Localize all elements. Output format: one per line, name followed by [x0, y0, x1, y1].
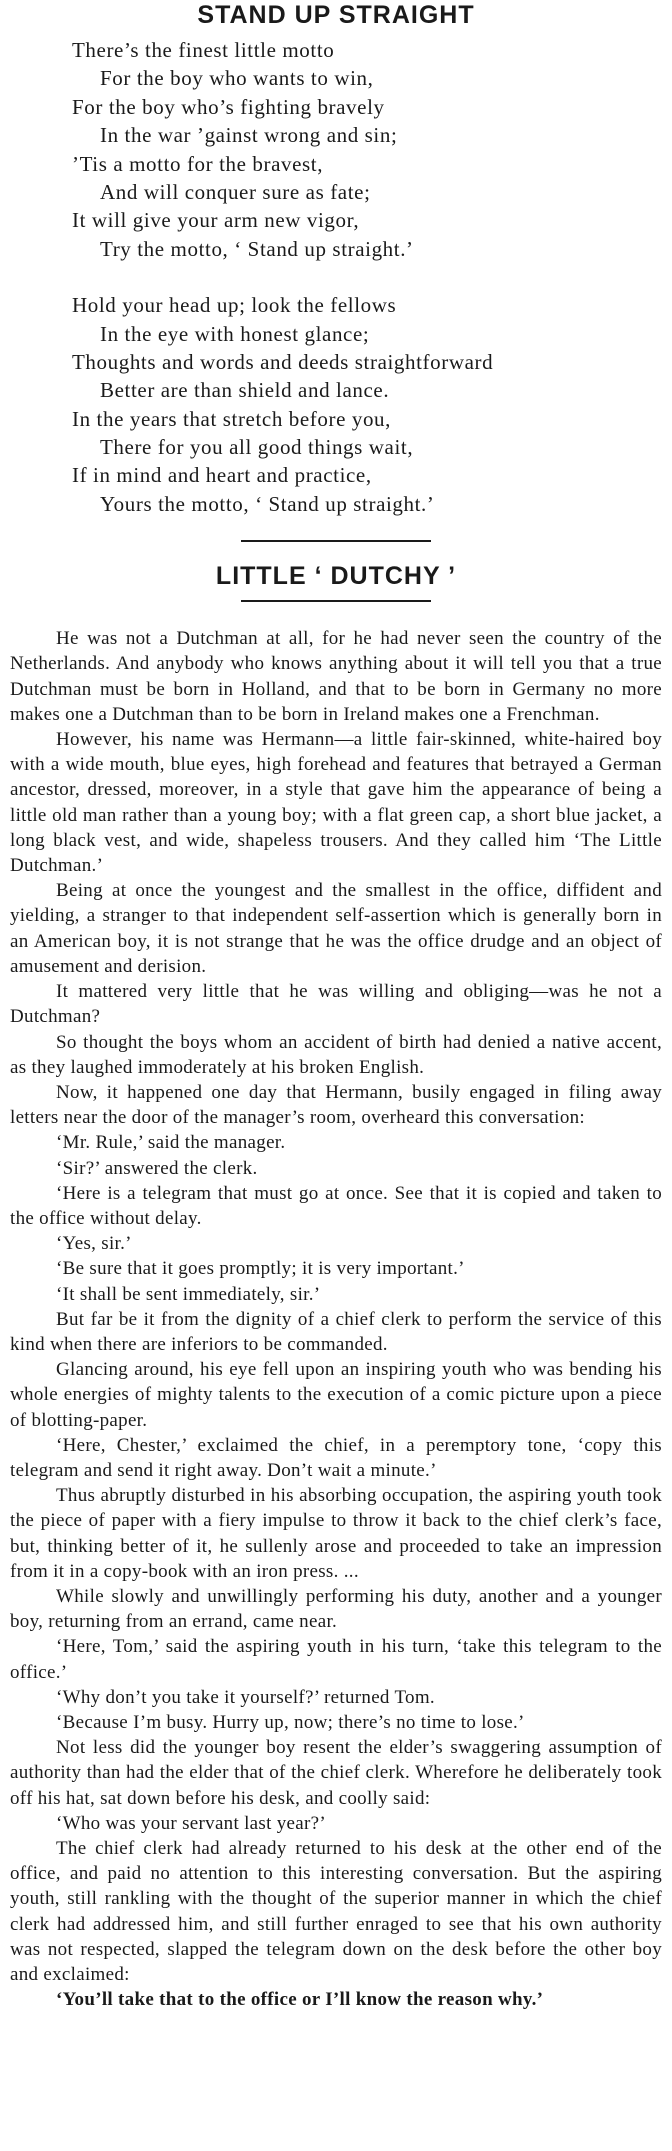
poem-line: Try the motto, ‘ Stand up straight.’	[100, 236, 414, 261]
story-paragraph: It mattered very little that he was willing and obliging—was he not a Dutchman?	[10, 981, 662, 1028]
story-paragraph: Thus abruptly disturbed in his absorbing occupation, the aspiring youth took the piece of paper with a fiery impulse to throw it back to the chief clerk’s face, but, thinking better of it, he sullenly arose and proceeded to take an impression from it in a copy-book with an iron press. ...	[10, 1485, 662, 1582]
poem-line: Thoughts and words and deeds straightforward	[72, 349, 494, 374]
poem-line: There for you all good things wait,	[100, 435, 414, 460]
story-paragraph: ‘Here, Tom,’ said the aspiring youth in his turn, ‘take this telegram to the office.’	[10, 1636, 662, 1683]
story-paragraph: ‘Because I’m busy. Hurry up, now; there’s no time to lose.’	[56, 1711, 525, 1733]
story-paragraph: However, his name was Hermann—a little fair-skinned, white-haired boy with a wide mouth, blue eyes, high forehead and features that betrayed a German ancestor, dressed, moreover, in a style that gave him the appearance of being a little old man rather than a young boy; with a flat green cap, a short blue jacket, a long black vest, and wide, shapeless trousers. And they called him ‘The Little Dutchman.’	[10, 729, 662, 877]
poem-line: If in mind and heart and practice,	[72, 463, 372, 488]
story-paragraph: Glancing around, his eye fell upon an inspiring youth who was bending his whole energies of mighty talents to the execution of a comic picture upon a piece of blotting-paper.	[10, 1359, 662, 1431]
story-paragraph: Now, it happened one day that Hermann, busily engaged in filing away letters near the door of the manager’s room, overheard this conversation:	[10, 1081, 662, 1129]
poem-line: Yours the motto, ‘ Stand up straight.’	[100, 491, 435, 516]
story-paragraph: So thought the boys whom an accident of birth had denied a native accent, as they laughed immoderately at his broken English.	[10, 1031, 662, 1078]
poem-line: Better are than shield and lance.	[100, 378, 390, 403]
poem-line: For the boy who’s fighting bravely	[72, 94, 385, 119]
story-paragraph: ‘Why don’t you take it yourself?’ returned Tom.	[56, 1686, 435, 1708]
poem-line: It will give your arm new vigor,	[72, 208, 360, 233]
story-paragraph: But far be it from the dignity of a chief clerk to perform the service of this kind when there are inferiors to be commanded.	[10, 1308, 662, 1355]
poem-line: ’Tis a motto for the bravest,	[72, 151, 324, 176]
story-paragraph: ‘Here, Chester,’ exclaimed the chief, in a peremptory tone, ‘copy this telegram and send it right away. Don’t wait a minute.’	[10, 1434, 662, 1481]
poem-line: There’s the finest little motto	[72, 38, 335, 62]
story-title: LITTLE ‘ DUTCHY ’	[215, 562, 457, 591]
poem-line: And will conquer sure as fate;	[100, 179, 371, 204]
poem-line: Hold your head up; look the fellows	[72, 293, 397, 318]
section-divider-top	[241, 540, 431, 542]
story-body	[10, 626, 662, 2012]
story-paragraph: ‘Sir?’ answered the clerk.	[56, 1157, 258, 1179]
poem-title: STAND UP STRAIGHT	[197, 1, 475, 29]
story-paragraph: ‘Yes, sir.’	[56, 1233, 132, 1255]
story-paragraph: ‘Be sure that it goes promptly; it is very important.’	[56, 1258, 465, 1280]
poem-line: In the war ’gainst wrong and sin;	[100, 123, 398, 148]
story-paragraph: While slowly and unwillingly performing his duty, another and a younger boy, returning from an errand, came near.	[10, 1585, 662, 1633]
story-paragraph: ‘Who was your servant last year?’	[56, 1812, 326, 1834]
stanza-gap	[72, 263, 662, 291]
story-paragraph: ‘Here is a telegram that must go at once. See that it is copied and taken to the office without delay.	[10, 1182, 662, 1229]
section-divider-bottom	[241, 600, 431, 602]
story-paragraph: ‘It shall be sent immediately, sir.’	[56, 1283, 321, 1305]
story-paragraph: Not less did the younger boy resent the elder’s swaggering assumption of authority than had the elder that of the chief clerk. Wherefore he deliberately took off his hat, sat down before his desk, and coolly said:	[10, 1737, 662, 1809]
story-paragraph: He was not a Dutchman at all, for he had never seen the country of the Netherlands. And anybody who knows anything about it will tell you that a true Dutchman must be born in Holland, and that to be born in Germany no more makes one a Dutchman than to be born in Ireland makes one a Frenchman.	[10, 628, 662, 725]
story-paragraph: The chief clerk had already returned to his desk at the other end of the office, and paid no attention to this interesting conversation. But the aspiring youth, still rankling with the thought of the superior manner in which the chief clerk had addressed him, and still further enraged to see that his own authority was not respected, slapped the telegram down on the desk before the other boy and exclaimed:	[10, 1838, 662, 1986]
story-paragraph: ‘Mr. Rule,’ said the manager.	[56, 1132, 286, 1154]
poem-line: For the boy who wants to win,	[100, 66, 374, 91]
poem-line: In the years that stretch before you,	[72, 406, 391, 431]
poem-body	[72, 36, 662, 518]
story-paragraph: ‘You’ll take that to the office or I’ll know the reason why.’	[56, 1989, 544, 2011]
story-paragraph: Being at once the youngest and the smallest in the office, diffident and yielding, a stranger to that independent self-assertion which is generally born in an American boy, it is not strange that he was the office drudge and an object of amusement and derision.	[10, 880, 662, 977]
poem-line: In the eye with honest glance;	[100, 321, 370, 346]
